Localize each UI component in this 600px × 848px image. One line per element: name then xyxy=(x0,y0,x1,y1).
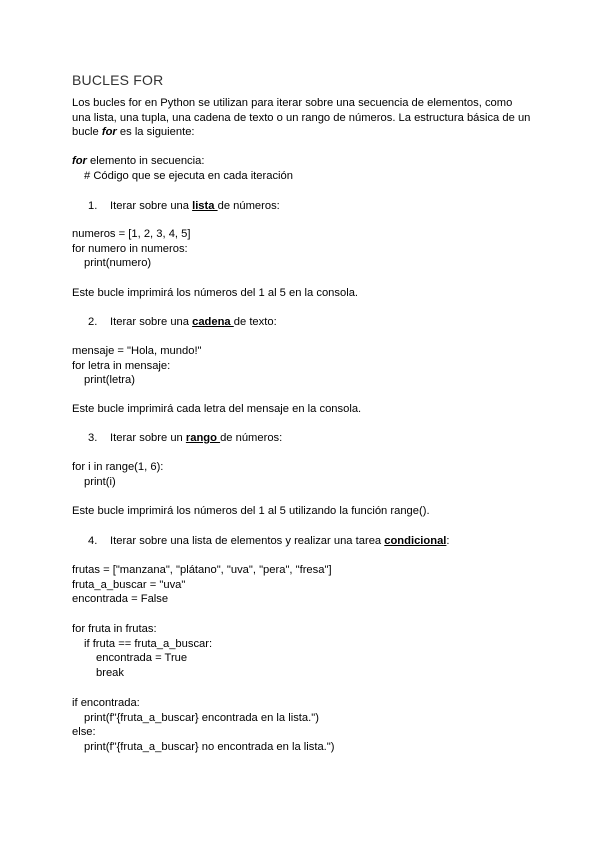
code-block-4a xyxy=(72,563,532,607)
code-line: print(letra) xyxy=(84,374,135,386)
list-text: : xyxy=(446,535,450,547)
code-line: fruta_a_buscar = "uva" xyxy=(72,578,186,591)
code-line: else: xyxy=(72,726,96,738)
list-text: de números: xyxy=(217,200,280,212)
list-number: 4. xyxy=(88,535,98,547)
intro-text: bucle xyxy=(72,126,102,138)
list-text: de texto: xyxy=(233,316,277,328)
syntax-text: elemento in secuencia: xyxy=(86,155,205,167)
code-line: if encontrada: xyxy=(72,697,140,709)
emphasis-condicional: condicional xyxy=(384,535,447,547)
intro-line-1: Los bucles for en Python se utilizan para iterar sobre una secuencia de elementos, como xyxy=(72,97,513,109)
keyword-for: for xyxy=(101,126,117,138)
list-item-2 xyxy=(88,315,277,330)
code-line: encontrada = False xyxy=(72,593,169,605)
list-text: Iterar sobre una xyxy=(110,316,193,328)
list-number: 1. xyxy=(88,200,98,212)
code-line: print(f"{fruta_a_buscar} encontrada en la lista.") xyxy=(84,711,319,724)
code-line: for numero in numeros: xyxy=(72,242,188,255)
syntax-block xyxy=(72,154,532,183)
list-text: Iterar sobre una xyxy=(110,200,193,212)
syntax-line-1 xyxy=(72,154,532,169)
code-block-3 xyxy=(72,460,532,489)
code-line: numeros = [1, 2, 3, 4, 5] xyxy=(72,228,191,240)
keyword-for: for xyxy=(72,155,87,167)
note-1: Este bucle imprimirá los números del 1 al 5 en la consola. xyxy=(72,287,359,299)
code-line: if fruta == fruta_a_buscar: xyxy=(84,637,213,650)
emphasis-cadena: cadena xyxy=(192,316,234,328)
code-line: print(f"{fruta_a_buscar} no encontrada en la lista.") xyxy=(84,740,335,753)
code-line: for i in range(1, 6): xyxy=(72,461,164,473)
intro-paragraph xyxy=(72,96,532,140)
code-block-4c xyxy=(72,696,532,754)
code-block-4b xyxy=(72,622,532,680)
code-line: print(i) xyxy=(84,475,116,488)
emphasis-lista: lista xyxy=(192,200,218,212)
code-line: frutas = ["manzana", "plátano", "uva", "pera", "fresa"] xyxy=(72,564,332,576)
list-item-3 xyxy=(88,431,282,446)
code-line: mensaje = "Hola, mundo!" xyxy=(72,345,202,357)
code-line: break xyxy=(96,666,124,679)
code-block-2 xyxy=(72,344,532,388)
code-line: for fruta in frutas: xyxy=(72,623,157,635)
intro-line-3 xyxy=(72,125,532,140)
list-number: 2. xyxy=(88,316,98,328)
list-text: de números: xyxy=(220,432,283,444)
emphasis-rango: rango xyxy=(185,432,221,444)
list-item-1 xyxy=(88,199,280,214)
code-line: print(numero) xyxy=(84,257,152,269)
code-line: for letra in mensaje: xyxy=(72,359,171,372)
list-text: Iterar sobre una lista de elementos y realizar una tarea xyxy=(110,535,385,547)
code-line: encontrada = True xyxy=(96,652,188,664)
list-number: 3. xyxy=(88,432,98,444)
code-block-1 xyxy=(72,227,532,271)
syntax-line-2: # Código que se ejecuta en cada iteración xyxy=(84,169,293,182)
note-3: Este bucle imprimirá los números del 1 al 5 utilizando la función range(). xyxy=(72,505,430,517)
intro-text: es la siguiente: xyxy=(116,126,195,138)
note-2: Este bucle imprimirá cada letra del mensaje en la consola. xyxy=(72,403,362,415)
intro-line-2: una lista, una tupla, una cadena de texto o un rango de números. La estructura básica de un xyxy=(72,111,531,124)
list-text: Iterar sobre un xyxy=(110,432,186,444)
page-title: BUCLES FOR xyxy=(72,72,164,88)
list-item-4 xyxy=(88,534,450,549)
